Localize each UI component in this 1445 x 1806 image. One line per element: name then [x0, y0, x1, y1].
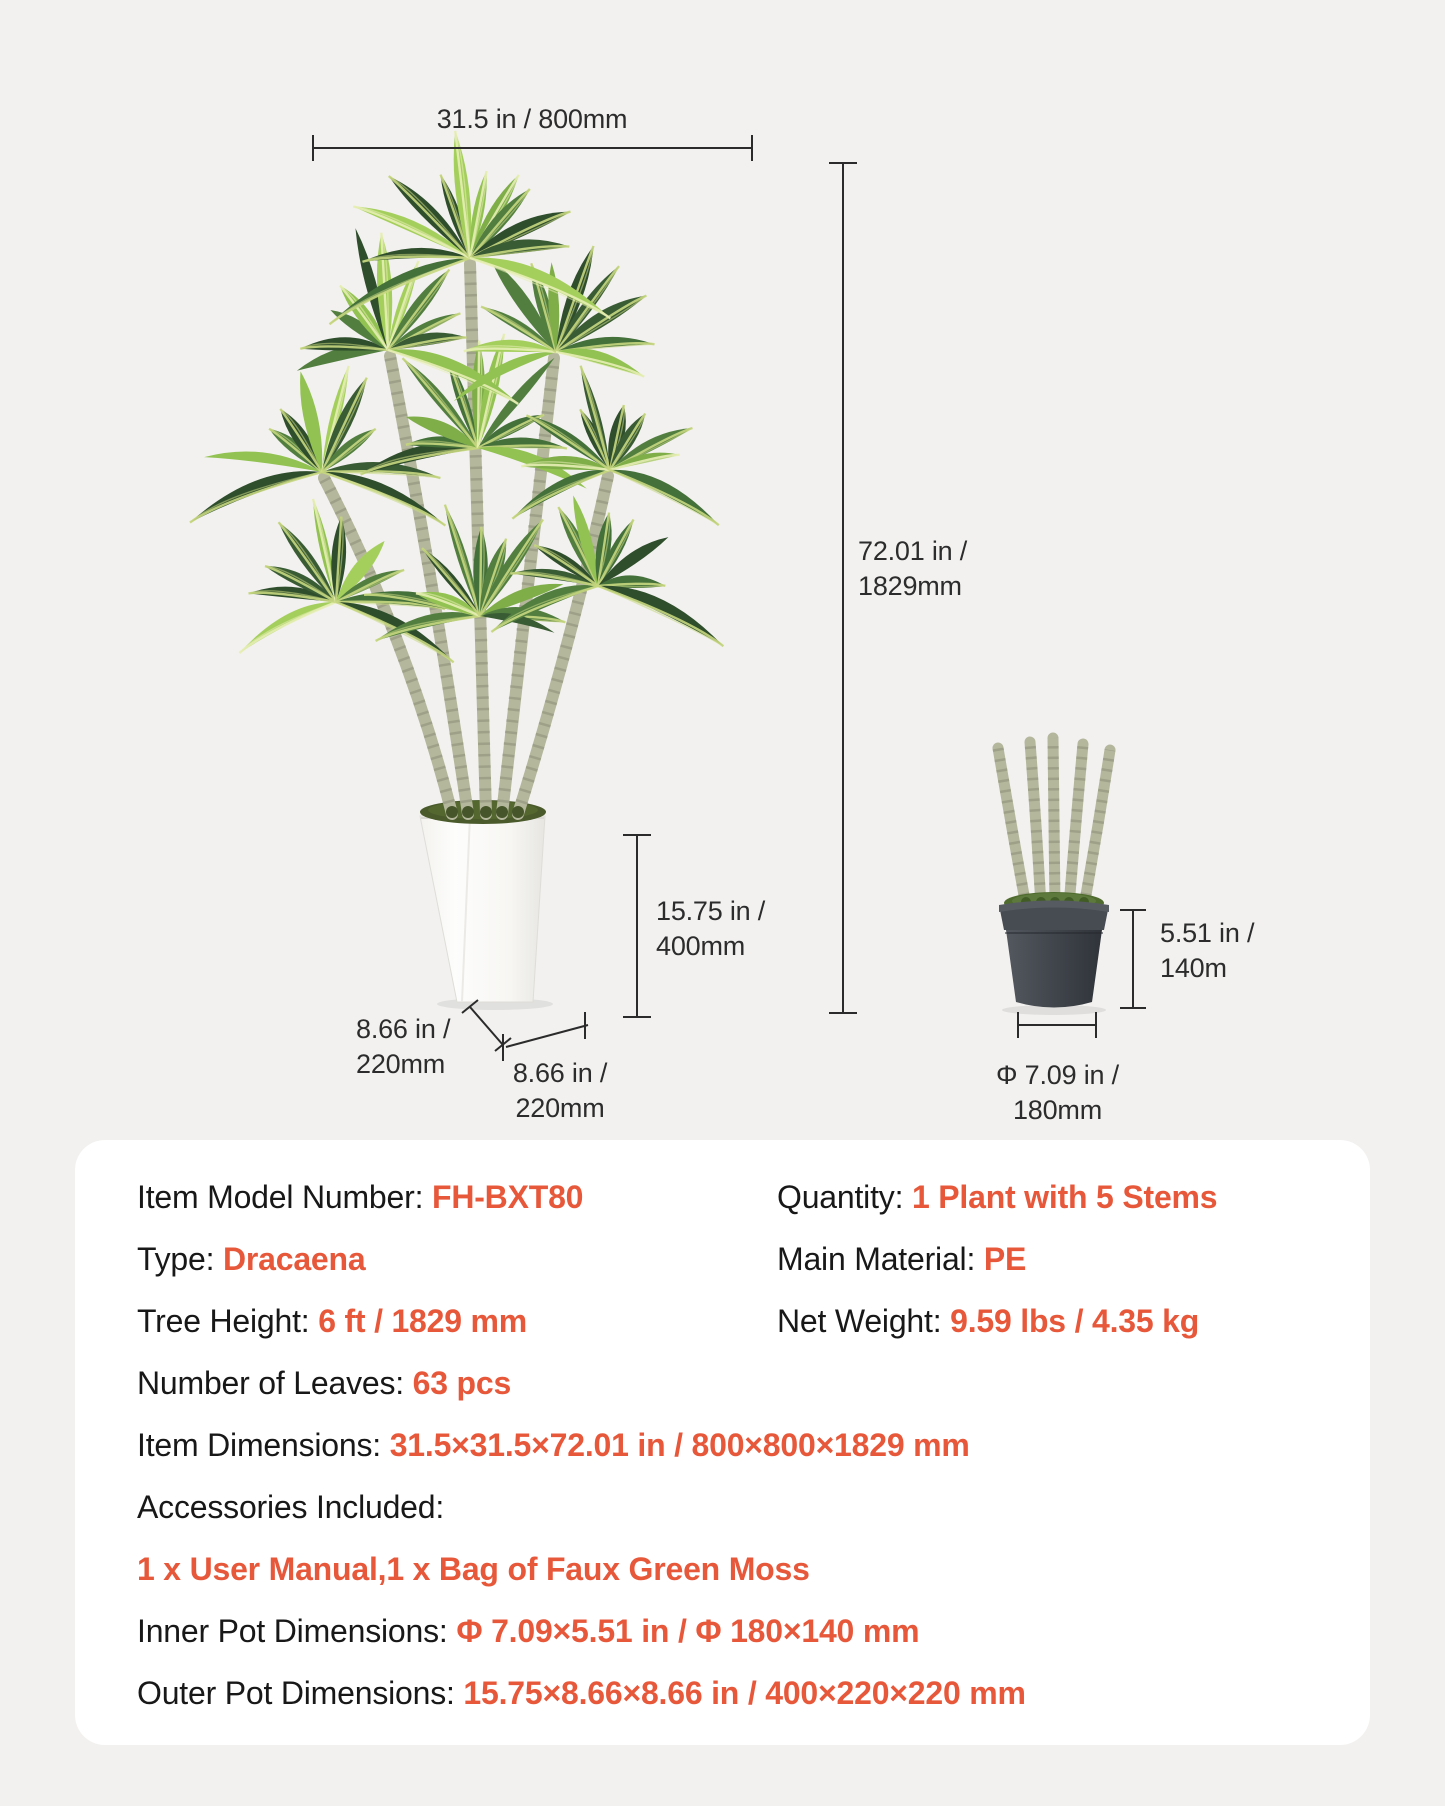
spec-label: Accessories Included:	[137, 1489, 445, 1525]
spec-inner-pot-dimensions	[137, 1600, 919, 1662]
spec-value: 6 ft / 1829 mm	[318, 1303, 528, 1339]
spec-row-3	[137, 1290, 1330, 1352]
spec-label: Tree Height:	[137, 1303, 319, 1339]
plant-illustration	[190, 131, 723, 1010]
spec-row-1	[137, 1166, 1330, 1228]
spec-row-2	[137, 1228, 1330, 1290]
inner-pot-height-line2: 140m	[1160, 953, 1227, 983]
spec-quantity	[777, 1166, 1217, 1228]
spec-label: Quantity:	[777, 1179, 912, 1215]
spec-card	[75, 1140, 1370, 1745]
spec-row-4	[137, 1352, 1330, 1414]
spec-item-dimensions	[137, 1414, 970, 1476]
spec-value: 63 pcs	[412, 1365, 512, 1401]
spec-value: 9.59 lbs / 4.35 kg	[950, 1303, 1200, 1339]
outer-pot-depth-line2: 220mm	[356, 1049, 446, 1079]
spec-row-7	[137, 1538, 1330, 1600]
plant-height-dimension-label	[858, 534, 967, 604]
plant-width-dimension-line	[313, 135, 752, 161]
spec-accessories-list	[137, 1538, 810, 1600]
spec-value: PE	[983, 1241, 1027, 1277]
plant-height-dimension-line	[829, 163, 857, 1013]
outer-pot-height-dimension-line	[623, 835, 651, 1017]
outer-pot-width-dimension-line	[503, 1012, 588, 1061]
inner-pot-diameter-line1: Φ 7.09 in /	[996, 1060, 1119, 1090]
spec-label: Number of Leaves:	[137, 1365, 413, 1401]
spec-row-6	[137, 1476, 1330, 1538]
spec-accessories-heading	[137, 1476, 444, 1538]
inner-pot-illustration	[998, 738, 1110, 1015]
spec-value: 1 x User Manual,1 x Bag of Faux Green Moss	[137, 1551, 810, 1587]
outer-pot-width-line2: 220mm	[515, 1093, 605, 1123]
spec-number-of-leaves	[137, 1352, 511, 1414]
spec-value: 15.75×8.66×8.66 in / 400×220×220 mm	[463, 1675, 1026, 1711]
plant-width-dimension-label: 31.5 in / 800mm	[436, 104, 628, 134]
outer-pot-width-dimension-label	[470, 1056, 650, 1126]
spec-outer-pot-dimensions	[137, 1662, 1026, 1724]
spec-row-8	[137, 1600, 1330, 1662]
inner-pot-height-line1: 5.51 in /	[1160, 918, 1255, 948]
spec-label: Item Dimensions:	[137, 1427, 390, 1463]
spec-value: 1 Plant with 5 Stems	[911, 1179, 1218, 1215]
outer-pot-height-line2: 400mm	[656, 931, 746, 961]
inner-pot-diameter-dimension-line	[1018, 1012, 1096, 1038]
outer-pot-width-line1: 8.66 in /	[512, 1058, 608, 1088]
spec-row-9	[137, 1662, 1330, 1724]
spec-label: Inner Pot Dimensions:	[137, 1613, 457, 1649]
spec-value: FH-BXT80	[431, 1179, 584, 1215]
spec-label: Outer Pot Dimensions:	[137, 1675, 464, 1711]
spec-main-material	[777, 1228, 1026, 1290]
spec-label: Main Material:	[777, 1241, 984, 1277]
plant-height-line1: 72.01 in /	[858, 536, 968, 566]
plant-height-line2: 1829mm	[858, 571, 962, 601]
spec-type	[137, 1228, 777, 1290]
spec-label: Type:	[137, 1241, 223, 1277]
spec-label: Net Weight:	[777, 1303, 951, 1339]
spec-label: Item Model Number:	[137, 1179, 432, 1215]
inner-pot-height-dimension-line	[1120, 910, 1146, 1008]
spec-row-5	[137, 1414, 1330, 1476]
inner-pot-diameter-line2: 180mm	[1012, 1095, 1103, 1125]
inner-pot-diameter-dimension-label	[975, 1058, 1140, 1128]
outer-pot-depth-line1: 8.66 in /	[356, 1014, 451, 1044]
inner-pot-height-dimension-label	[1160, 916, 1254, 986]
spec-tree-height	[137, 1290, 777, 1352]
outer-pot-height-line1: 15.75 in /	[656, 896, 766, 926]
outer-pot-height-dimension-label	[656, 894, 765, 964]
spec-value: Φ 7.09×5.51 in / Φ 180×140 mm	[456, 1613, 920, 1649]
spec-value: Dracaena	[222, 1241, 366, 1277]
spec-item-model-number	[137, 1166, 777, 1228]
outer-pot-depth-dimension-label	[356, 1012, 450, 1082]
spec-value: 31.5×31.5×72.01 in / 800×800×1829 mm	[389, 1427, 970, 1463]
spec-net-weight	[777, 1290, 1199, 1352]
